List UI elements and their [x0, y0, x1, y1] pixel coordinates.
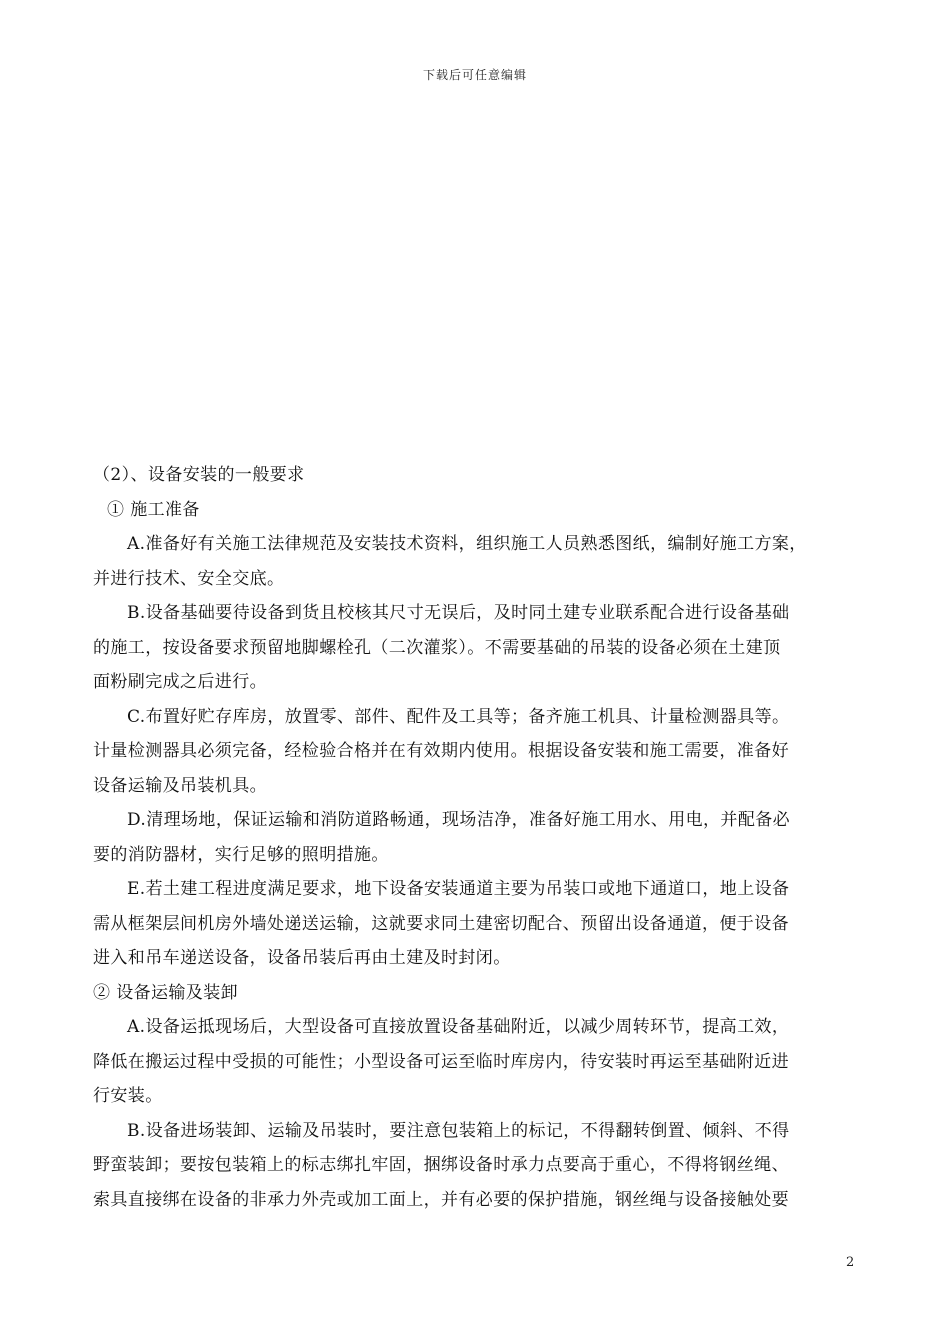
paragraph-b-line: B.设备基础要待设备到货且校核其尺寸无误后，及时同土建专业联系配合进行设备基础 [127, 603, 790, 623]
page-header-note: 下载后可任意编辑 [422, 68, 527, 82]
paragraph-e-line: 进入和吊车递送设备，设备吊装后再由土建及时封闭。 [93, 948, 511, 968]
paragraph-d-line: 要的消防器材，实行足够的照明措施。 [93, 844, 389, 865]
paragraph-a2-line: 行安装。 [93, 1086, 163, 1106]
paragraph-a-line: A.准备好有关施工法律规范及安装技术资料，组织施工人员熟悉图纸，编制好施工方案， [127, 534, 807, 554]
paragraph-b-line: 的施工，按设备要求预留地脚螺栓孔（二次灌浆）。不需要基础的吊装的设备必须在土建顶 [93, 637, 781, 658]
paragraph-c-line: C.布置好贮存库房，放置零、部件、配件及工具等；备齐施工机具、计量检测器具等。 [127, 706, 790, 727]
paragraph-d-line: D.清理场地，保证运输和消防道路畅通，现场洁净，准备好施工用水、用电，并配备必 [127, 810, 791, 830]
paragraph-b2-line: B.设备进场装卸、运输及吊装时，要注意包装箱上的标记，不得翻转倒置、倾斜、不得 [127, 1120, 790, 1141]
paragraph-a-line: 并进行技术、安全交底。 [93, 568, 285, 589]
paragraph-a2-line: 降低在搬运过程中受损的可能性；小型设备可运至临时库房内，待安装时再运至基础附近进 [93, 1051, 789, 1072]
subsection-title-transport: ② 设备运输及装卸 [93, 982, 239, 1003]
paragraph-e-line: 需从框架层间机房外墙处递送运输，这就要求同土建密切配合、预留出设备通道，便于设备 [93, 913, 789, 934]
section-title: （2）、设备安装的一般要求 [93, 465, 305, 485]
paragraph-b2-line: 索具直接绑在设备的非承力外壳或加工面上，并有必要的保护措施，钢丝绳与设备接触处要 [93, 1189, 789, 1210]
paragraph-b-line: 面粉刷完成之后进行。 [93, 672, 267, 692]
subsection-title-construction-prep: ① 施工准备 [107, 499, 200, 520]
paragraph-b2-line: 野蛮装卸；要按包装箱上的标志绑扎牢固，捆绑设备时承力点要高于重心，不得将钢丝绳、 [93, 1155, 789, 1175]
paragraph-c-line: 设备运输及吊装机具。 [93, 775, 267, 796]
paragraph-e-line: E.若土建工程进度满足要求，地下设备安装通道主要为吊装口或地下通道口，地上设备 [127, 879, 790, 899]
document-body [93, 458, 863, 1217]
paragraph-a2-line: A.设备运抵现场后，大型设备可直接放置设备基础附近，以减少周转环节，提高工效， [127, 1017, 790, 1037]
page-number: 2 [846, 1255, 855, 1270]
paragraph-c-line: 计量检测器具必须完备，经检验合格并在有效期内使用。根据设备安装和施工需要，准备好 [93, 741, 789, 761]
